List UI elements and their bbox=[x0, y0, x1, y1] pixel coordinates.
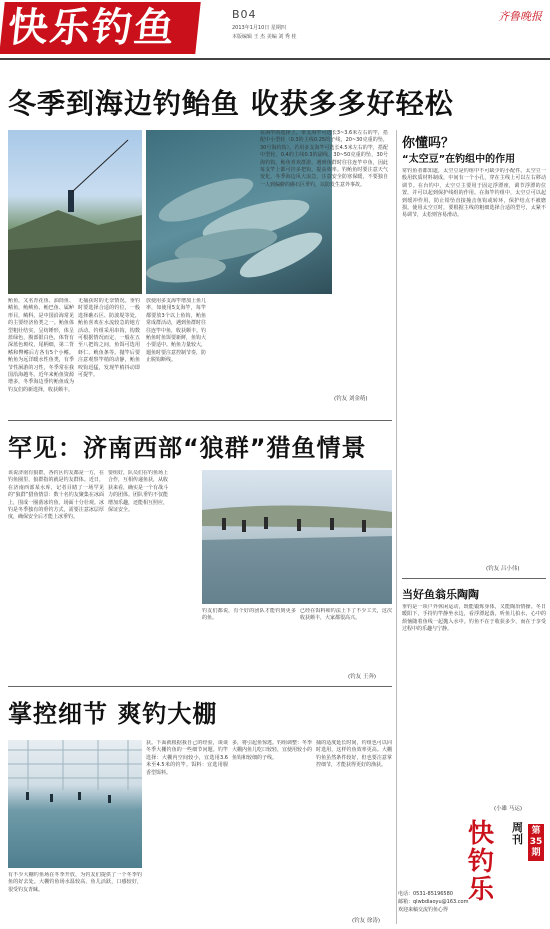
contact-info bbox=[398, 890, 468, 914]
contact-slogan: 欢迎来稿交流钓鱼心得 bbox=[398, 907, 449, 913]
article3-col3: 多，将引起鱼惊逃。钓组调整：冬季大棚内鱼儿吃口较轻，宜使用较小的鱼钩和较细的子线。 bbox=[232, 740, 312, 761]
poem-title: 当好鱼翁乐陶陶 bbox=[402, 588, 479, 601]
article2-headline: 罕见：济南西部“狼群”猎鱼情景 bbox=[8, 434, 367, 462]
badge-title: 快钓乐 bbox=[468, 819, 495, 905]
editor-credits: 本版编辑 王 杰 美编 刘 秀 桂 bbox=[232, 34, 297, 40]
poem-byline: (小雄 马运) bbox=[494, 806, 523, 812]
article1-byline: (钓友 刘金萌) bbox=[334, 396, 368, 402]
article3-col4: 捕的适度延长时间，钓组也可以同时选用，这样钓鱼效率更高。大棚钓鱼虽然条件较好，但也要注意掌控细节，才能获得更好的渔获。 bbox=[316, 740, 392, 769]
photo-angler-cliff bbox=[8, 130, 142, 294]
sidebar-subtitle: “太空豆”在钓组中的作用 bbox=[402, 154, 516, 165]
article1-col3: 放使用多支海竿增加上鱼几率，如使用5支海竿，每竿都要放3个以上鱼钩，鲐鱼常成群活动，遇到鱼群时往往连竿中鱼，收获颇丰。钓鲐鱼时鱼饵要新鲜，鱼钩大小要适中。鲐鱼力量较大，遛鱼时要注意控制节奏，防止脱钩断线。 bbox=[146, 298, 206, 364]
sidebar-byline: (钓友 吕小伟) bbox=[486, 566, 520, 572]
photo-greenhouse-pond bbox=[8, 740, 142, 868]
newspaper-logo: 齐鲁晚报 bbox=[498, 10, 542, 23]
badge-weekly: 周刊 bbox=[512, 821, 523, 846]
section-title: 快乐钓鱼 bbox=[0, 2, 201, 54]
poem-body: 垂钓是一项户外休闲运动，既能锻炼身体，又能陶冶情操。冬日暖阳下，手持钓竿静坐水边，看浮漂起落，听鱼儿拍水，心中的烦恼随着鱼线一起抛入水中。钓鱼不在于收获多少，而在于享受过程中的乐趣与宁静。 bbox=[402, 604, 546, 633]
article2-byline: (钓友 王奔) bbox=[348, 674, 377, 680]
sidebar-title: 你懂吗？ bbox=[402, 136, 455, 151]
article2-col3: 钓友们都说，有个好的团队才能钓到更多的鱼。 bbox=[202, 608, 296, 622]
article2-col4: 已经在饵料和钓法上下了不少工夫，这次收获颇丰，大家都很高兴。 bbox=[300, 608, 392, 622]
masthead bbox=[0, 0, 550, 62]
badge-issue: 第35期 bbox=[528, 824, 544, 861]
article3-col1: 有不少大棚钓鱼场在冬季开放，为钓友们提供了一个冬季钓鱼的好去处。大棚钓鱼场水温较高，鱼儿活跃，口感较好，很受钓友青睐。 bbox=[8, 872, 142, 893]
article3-byline: (钓友 徐涛) bbox=[352, 918, 381, 924]
page-number: B04 bbox=[232, 8, 257, 21]
article1-col4: 在海竿的选择上，单支海竿可选长3~3.6米左右的竿，搭配中小型轮（0.3的主线0.25的子线，20~30克重的坠，30号海钓钩）。若用多支海竿可选长4.5米左右的竿，搭配中型轮，0.4的主线0.3的副线，30~50克重的坠，30号海钓钩。鲐鱼喜欢群游，遇到鱼群时往往连竿中鱼，因此每支竿上都可挂多把钩，提高效率。钓鲐鱼时要注意天气变化，冬季海边风大浪急，注意安全防寒保暖，不要独自一人到偏僻的礁石区垂钓，以防发生意外事故。 bbox=[260, 130, 388, 188]
article3-col2: 获。下面就根据我自己的经验，谈谈冬季大棚钓鱼的一些细节问题。钓竿选择：大棚内空间较小，宜选用3.6米至4.5米的钓竿。饵料：宜选用腥香型饵料。 bbox=[146, 740, 228, 776]
article3-headline: 掌控细节 爽钓大棚 bbox=[8, 700, 218, 728]
divider bbox=[8, 686, 392, 687]
article1-col2: 无捕获时的无奈情况。垂钓时要选择合适的钓位，一般选择礁石区、防波堤等处，鲐鱼喜欢在水流较急的地方活动。钓组采用串钩，钩数可根据情况而定，一般在五至八把钩之间，鱼饵可选用虾仁、鱿鱼条等。抛竿后要注意观察竿梢的动静，鲐鱼咬钩迅猛，发现竿梢抖动即可提竿。 bbox=[78, 298, 140, 379]
photo-ice-fishing-group bbox=[202, 470, 392, 604]
sidebar-body: 常钓鱼者都知道，太空豆是钓组中不可缺少的小配件。太空豆一般用软质材料制成，中间有一个小孔，穿在主线上可以左右移动调节。在台钓中，太空豆主要用于固定浮漂座，调节浮漂的位置，并可以起到保护线组的作用。在海竿钓组中，太空豆可以起到缓冲作用，防止铅坠直接撞击鱼钩或转环，保护结点不被磨损。使用太空豆时，要根据主线的粗细选择合适的型号，太紧不易调节，太松则容易滑动。 bbox=[402, 168, 546, 219]
issue-date: 2013年1月10日 星期四 bbox=[232, 25, 286, 31]
contact-phone: 电话：0531-85196580 bbox=[398, 891, 453, 897]
article2-col2: 要组好，队员们在钓鱼场上合作，互相传递鱼获，从收获来看，确实是一个有战斗力的团体。团队垂钓不仅能增加乐趣，还能相互照应，保证安全。 bbox=[108, 470, 168, 514]
divider bbox=[402, 578, 546, 579]
masthead-rule bbox=[0, 58, 550, 60]
divider bbox=[8, 420, 392, 421]
contact-email: 邮箱：qlwbdiaoyu@163.com bbox=[398, 899, 469, 905]
article1-headline: 冬季到海边钓鲐鱼 收获多多好轻松 bbox=[8, 87, 454, 120]
sidebar-divider bbox=[396, 130, 397, 924]
weekly-badge bbox=[468, 819, 546, 905]
article1-col1: 鲐鱼，又名青花鱼、油筒鱼、鲭鱼，鲐鲅鱼、鲐巴鱼、属鲈形目，鲭科，是中国沿海常见的主要经济鱼类之一。鲐鱼体型粗壮结实，呈纺锤形，体呈蓝绿色，腹部银白色，体背有深蓝色斑纹，尾柄细，第二背鳍和臀鳍后方各有5个小鳍。鲐鱼为远洋暖水性鱼类，有季节性洄游的习性，冬季常在我国沿海越冬。近年来鲐鱼资源增多，冬季海边垂钓鲐鱼成为钓友们的新选择，收获颇丰。 bbox=[8, 298, 74, 393]
article2-col1: 该说济南有狼群，各钓区钓友都是一方，在钓鱼圈里，狼群指的就是钓友群体。近日，在济南西部某水库，记者目睹了一场罕见的“狼群”猎鱼情景：数十名钓友聚集在冰面上，围成一圈凿冰钓鱼，场面十分壮观。冰钓是冬季独有的垂钓方式，需要注意冰层厚度，确保安全后才能上冰垂钓。 bbox=[8, 470, 104, 521]
